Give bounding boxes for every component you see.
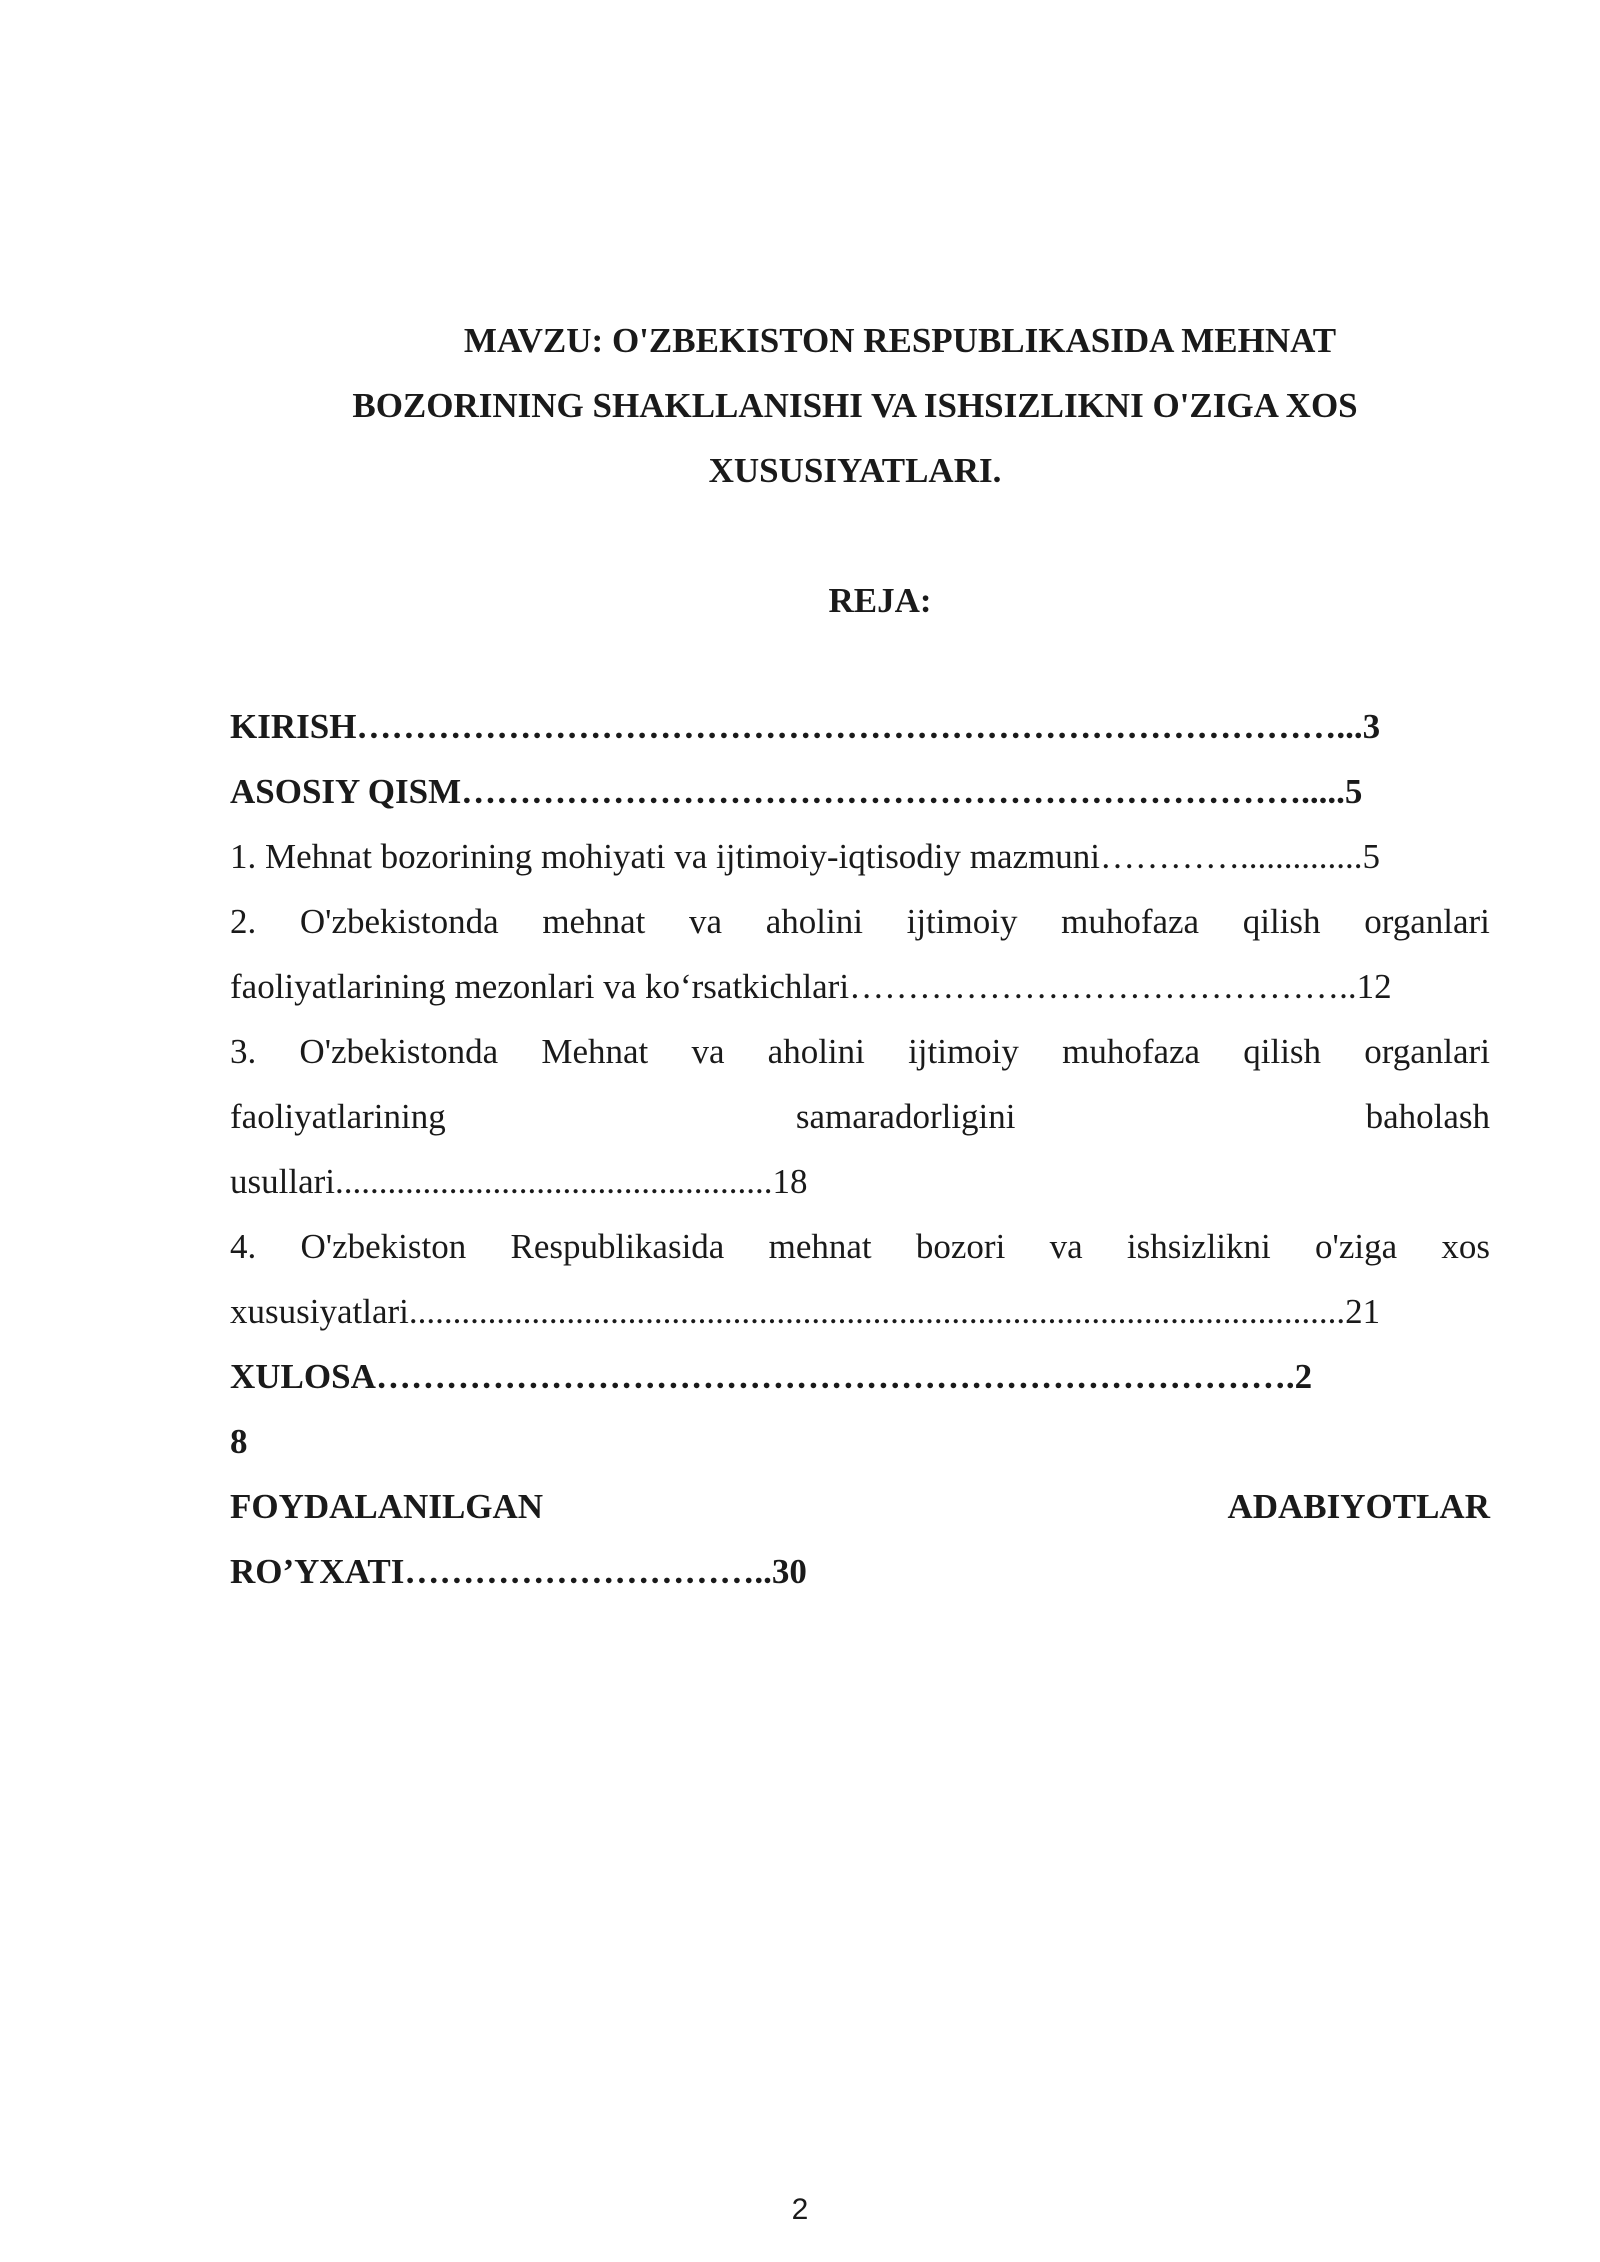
toc-word: va <box>691 1032 725 1071</box>
toc-word: samaradorligini <box>795 1097 1016 1136</box>
toc-word: O'zbekistonda <box>299 1032 499 1071</box>
toc-entry-2-line-2: faoliyatlarining mezonlari va ko‘rsatkichlari……………………………………..12 <box>230 967 1392 1006</box>
toc-word: organlari <box>1364 1032 1490 1071</box>
toc-entry-asosiy-qism: ASOSIY QISM……………………………………………………………….....5 <box>230 772 1363 811</box>
toc-word: aholini <box>765 902 863 941</box>
toc-word: ijtimoiy <box>908 1032 1019 1071</box>
toc-entry-references-line-1 <box>230 1474 1490 1539</box>
toc-word: muhofaza <box>1061 902 1200 941</box>
toc-word: O'zbekiston <box>300 1227 467 1266</box>
plan-heading: REJA: <box>828 581 932 620</box>
toc-word: baholash <box>1365 1097 1490 1136</box>
toc-word: qilish <box>1242 902 1321 941</box>
toc-word: organlari <box>1364 902 1490 941</box>
toc-word: va <box>689 902 723 941</box>
toc-word: va <box>1049 1227 1083 1266</box>
toc-word: bozori <box>915 1227 1006 1266</box>
toc-word: 4. <box>230 1227 257 1266</box>
toc-word: ijtimoiy <box>906 902 1018 941</box>
toc-entry-1: 1. Mehnat bozorining mohiyati va ijtimoiy-iqtisodiy mazmuni…………..............5 <box>230 837 1381 876</box>
toc-word: aholini <box>767 1032 865 1071</box>
toc-word: xos <box>1441 1227 1490 1266</box>
toc-word: Respublikasida <box>510 1227 725 1266</box>
toc-entry-4-line-2: xususiyatlari...........................................................................................................21 <box>230 1292 1381 1331</box>
toc-word: qilish <box>1243 1032 1322 1071</box>
page-number: 2 <box>791 2193 809 2226</box>
toc-word: 3. <box>230 1032 257 1071</box>
toc-word: FOYDALANILGAN <box>230 1487 544 1526</box>
title-line-1: MAVZU: O'ZBEKISTON RESPUBLIKASIDA MEHNAT <box>463 321 1337 360</box>
toc-word: faoliyatlarining <box>230 1097 446 1136</box>
toc-entry-3-line-1 <box>230 1019 1490 1084</box>
title-line-2: BOZORINING SHAKLLANISHI VA ISHSIZLIKNI O'ZIGA XOS <box>352 386 1358 425</box>
title-line-3: XUSUSIYATLARI. <box>708 451 1002 490</box>
toc-word: O'zbekistonda <box>299 902 499 941</box>
document-title <box>230 308 1480 503</box>
toc-word: Mehnat <box>541 1032 649 1071</box>
toc-word: mehnat <box>768 1227 872 1266</box>
toc-entry-2-line-1 <box>230 889 1490 954</box>
toc-word: muhofaza <box>1062 1032 1201 1071</box>
toc-entry-references-line-2: RO’YXATI…………………………..30 <box>230 1552 807 1591</box>
table-of-contents <box>230 694 1490 1604</box>
toc-word: 2. <box>230 902 257 941</box>
toc-entry-3-line-3: usullari..................................................18 <box>230 1162 808 1201</box>
toc-word: o'ziga <box>1315 1227 1398 1266</box>
toc-entry-xulosa-page-continued: 8 <box>230 1422 248 1461</box>
toc-entry-kirish: KIRISH…………………………………………………………………………...3 <box>230 707 1381 746</box>
toc-entry-xulosa: XULOSA…………………………………………………………………….2 <box>230 1357 1313 1396</box>
toc-word: ADABIYOTLAR <box>1227 1487 1490 1526</box>
toc-entry-3-line-2 <box>230 1084 1490 1149</box>
toc-entry-4-line-1 <box>230 1214 1490 1279</box>
toc-word: ishsizlikni <box>1126 1227 1271 1266</box>
toc-word: mehnat <box>542 902 646 941</box>
